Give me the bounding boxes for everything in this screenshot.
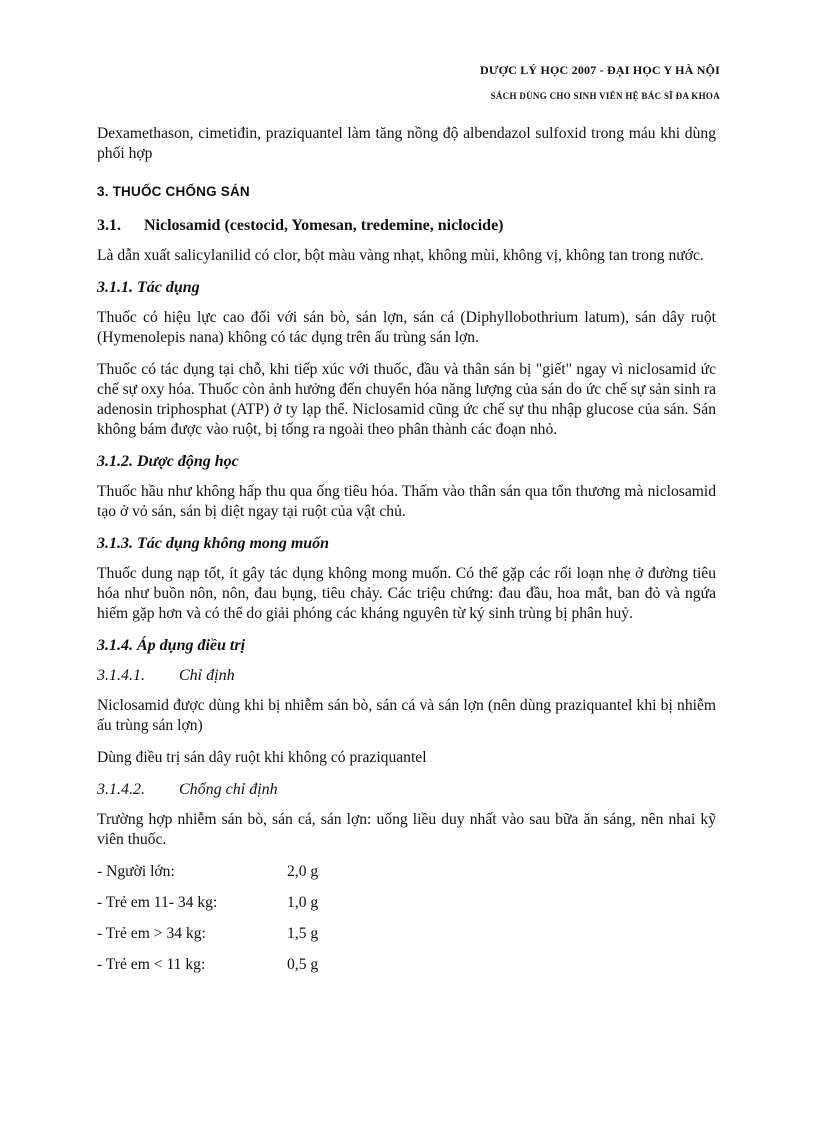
paragraph-pharmacokinetics: Thuốc hầu như không hấp thu qua ống tiêu hóa. Thấm vào thân sán qua tổn thương mà niclosamid tạo ở vỏ sán, sán bị diệt ngay tại ruột của vật chủ. — [97, 483, 716, 520]
section-heading-3-1 — [97, 216, 716, 236]
paragraph-adverse-effects: Thuốc dung nạp tốt, ít gây tác dụng không mong muốn. Có thể gặp các rối loạn nhẹ ở đường tiêu hóa như buồn nôn, nôn, đau bụng, tiêu chảy. Các triệu chứng: đau đầu, hoa mắt, ban đỏ và ngứa hiếm gặp hơn và có thể do giải phóng các kháng nguyên từ ký sinh trùng bị phân huỷ. — [97, 565, 716, 622]
running-header-subtitle: SÁCH DÙNG CHO SINH VIÊN HỆ BÁC SĨ ĐA KHOA — [490, 91, 720, 101]
dosage-row — [97, 862, 716, 882]
dosage-label: - Người lớn: — [97, 863, 175, 880]
section-number: 3.1.4.1. — [97, 667, 145, 684]
paragraph-intro: Dexamethason, cimetiđin, praziquantel làm tăng nồng độ albendazol sulfoxid trong máu khi dùng phối hợp — [97, 125, 716, 162]
dosage-value: 1,0 g — [287, 894, 319, 911]
dosage-row — [97, 924, 716, 944]
section-title: Chỉ định — [179, 667, 235, 684]
dosage-row — [97, 955, 716, 975]
section-number: 3.1.4.2. — [97, 781, 145, 798]
paragraph-effect-1: Thuốc có hiệu lực cao đối với sán bò, sán lợn, sán cá (Diphyllobothrium latum), sán dây ruột (Hymenolepis nana) không có tác dụng trên ấu trùng sán lợn. — [97, 309, 716, 346]
paragraph-indication-1: Niclosamid được dùng khi bị nhiễm sán bò, sán cá và sán lợn (nên dùng praziquantel khi bị nhiễm ấu trùng sán lợn) — [97, 697, 716, 734]
dosage-list — [97, 862, 716, 975]
section-title: Chống chỉ định — [179, 781, 278, 798]
dosage-label: - Trẻ em 11- 34 kg: — [97, 894, 218, 911]
section-heading-3-1-4-1 — [97, 666, 716, 686]
section-number: 3.1. — [97, 217, 121, 234]
section-heading-3-1-3: 3.1.3. Tác dụng không mong muốn — [97, 535, 330, 552]
paragraph-description: Là dẫn xuất salicylanilid có clor, bột màu vàng nhạt, không mùi, không vị, không tan trong nước. — [97, 247, 704, 264]
dosage-value: 1,5 g — [287, 925, 319, 942]
dosage-value: 0,5 g — [287, 956, 319, 973]
page-body — [97, 124, 716, 986]
section-heading-3-1-4: 3.1.4. Áp dụng điều trị — [97, 637, 246, 654]
dosage-label: - Trẻ em < 11 kg: — [97, 956, 206, 973]
paragraph-contraindication: Trường hợp nhiễm sán bò, sán cá, sán lợn: uống liều duy nhất vào sau bữa ăn sáng, nên nhai kỹ viên thuốc. — [97, 811, 716, 848]
paragraph-indication-2: Dùng điều trị sán dây ruột khi không có praziquantel — [97, 749, 427, 766]
section-heading-3-1-1: 3.1.1. Tác dụng — [97, 279, 200, 296]
dosage-label: - Trẻ em > 34 kg: — [97, 925, 206, 942]
section-heading-3-1-2: 3.1.2. Dược động học — [97, 453, 239, 470]
dosage-row — [97, 893, 716, 913]
paragraph-effect-2: Thuốc có tác dụng tại chỗ, khi tiếp xúc với thuốc, đầu và thân sán bị "giết" ngay vì niclosamid ức chế sự oxy hóa. Thuốc còn ảnh hưởng đến chuyển hóa năng lượng của sán do ức chế sự sản sinh ra adenosin triphosphat (ATP) ở ty lạp thể. Niclosamid cũng ức chế sự thu nhập glucose của sán. Sán không bám được vào ruột, bị tống ra ngoài theo phân thành các đoạn nhỏ. — [97, 361, 716, 438]
running-header-title: DƯỢC LÝ HỌC 2007 - ĐẠI HỌC Y HÀ NỘI — [480, 63, 720, 77]
section-title: Niclosamid (cestocid, Yomesan, tredemine, niclocide) — [144, 217, 504, 234]
section-heading-3-1-4-2 — [97, 780, 716, 800]
section-heading-3: 3. THUỐC CHỐNG SÁN — [97, 184, 250, 199]
dosage-value: 2,0 g — [287, 863, 319, 880]
